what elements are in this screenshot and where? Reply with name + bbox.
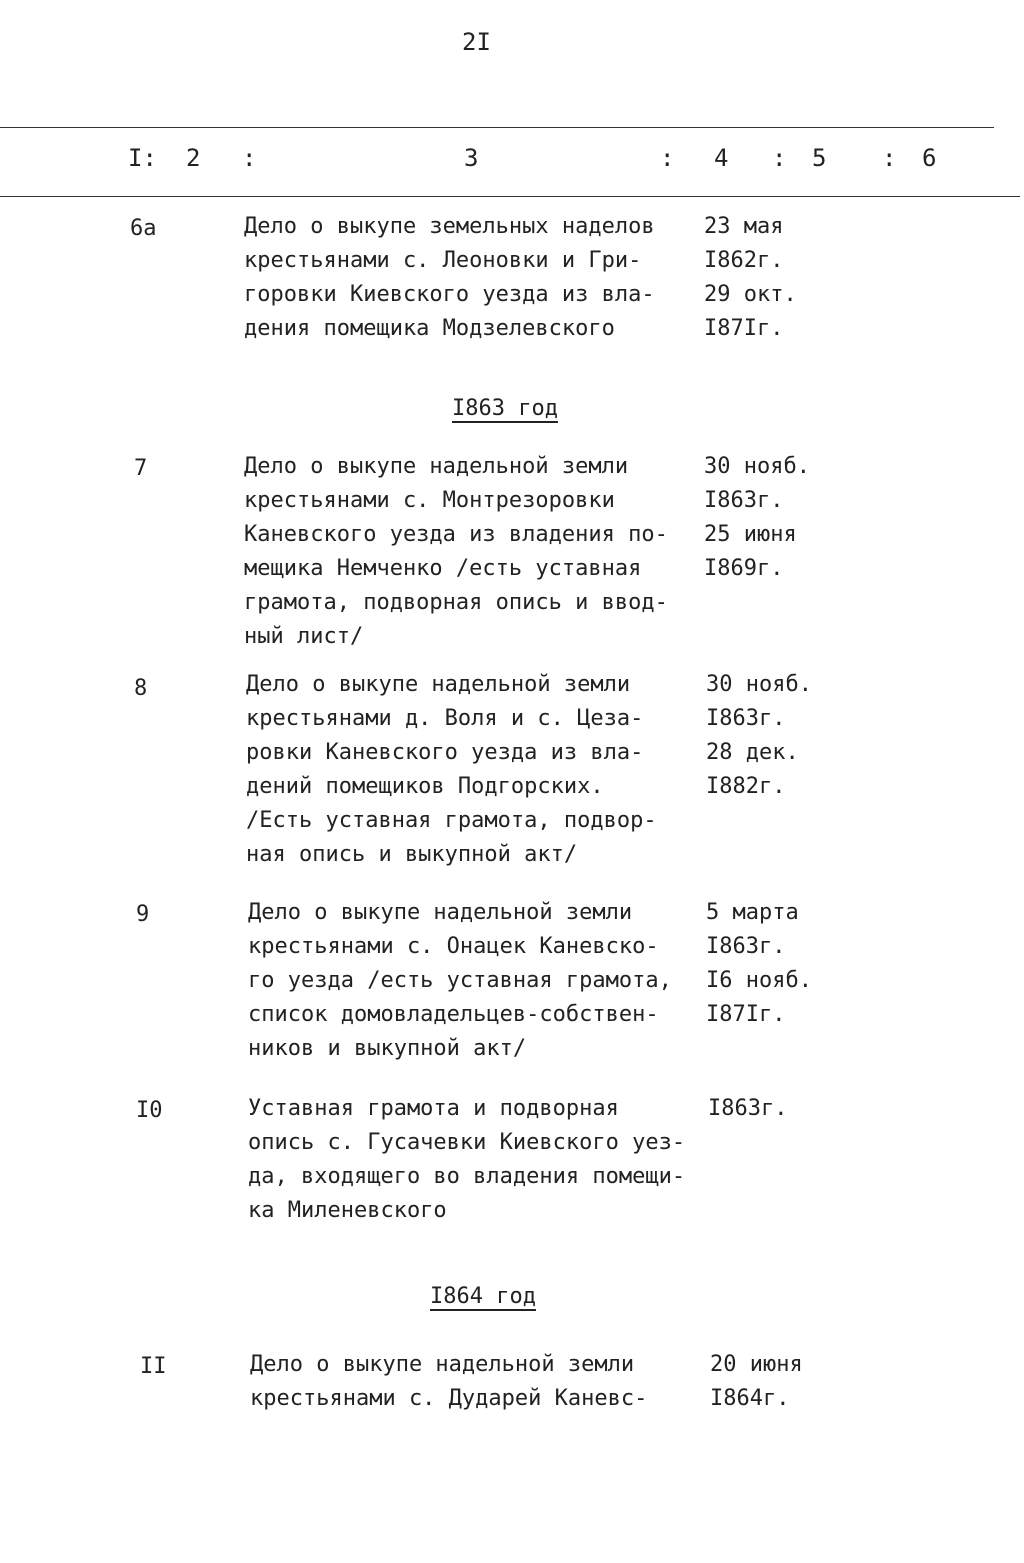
year-heading: I863 год bbox=[452, 396, 558, 421]
date-line: 28 дек. bbox=[706, 740, 799, 765]
date-line: I863г. bbox=[706, 934, 786, 959]
description-line: Дело о выкупе надельной земли bbox=[250, 1352, 635, 1377]
date-line: I6 нояб. bbox=[706, 968, 812, 993]
entry-number: 9 bbox=[136, 902, 150, 927]
entry-dates bbox=[704, 450, 844, 586]
description-line: ников и выкупной акт/ bbox=[248, 1036, 527, 1061]
description-line: крестьянами д. Воля и с. Цеза- bbox=[246, 706, 644, 731]
entry-description bbox=[244, 210, 714, 346]
description-line: Дело о выкупе надельной земли bbox=[244, 454, 629, 479]
entry-description bbox=[250, 1348, 720, 1416]
column-header-1: I: bbox=[128, 144, 157, 172]
description-line: /Есть уставная грамота, подвор- bbox=[246, 808, 657, 833]
description-line: грамота, подворная опись и ввод- bbox=[244, 590, 668, 615]
date-line: 29 окт. bbox=[704, 282, 797, 307]
column-header-5: 5 bbox=[812, 144, 827, 172]
date-line: 30 нояб. bbox=[704, 454, 810, 479]
description-line: Дело о выкупе земельных наделов bbox=[244, 214, 655, 239]
description-line: Уставная грамота и подворная bbox=[248, 1096, 619, 1121]
date-line: I862г. bbox=[704, 248, 784, 273]
entry-number: 7 bbox=[134, 456, 148, 481]
description-line: крестьянами с. Монтрезоровки bbox=[244, 488, 615, 513]
column-header-3: 3 bbox=[464, 144, 479, 172]
description-line: ная опись и выкупной акт/ bbox=[246, 842, 578, 867]
date-line: I87Iг. bbox=[706, 1002, 786, 1027]
entry-dates bbox=[706, 896, 846, 1032]
description-line: дения помещика Модзелевского bbox=[244, 316, 615, 341]
entry-number: II bbox=[140, 1354, 167, 1379]
entry-number: 8 bbox=[134, 676, 148, 701]
description-line: крестьянами с. Леоновки и Гри- bbox=[244, 248, 642, 273]
description-line: дений помещиков Подгорских. bbox=[246, 774, 604, 799]
column-separator: : bbox=[242, 144, 257, 172]
description-line: го уезда /есть уставная грамота, bbox=[248, 968, 672, 993]
entry-number: 6a bbox=[130, 216, 157, 241]
date-line: 5 марта bbox=[706, 900, 799, 925]
description-line: ка Миленевского bbox=[248, 1198, 447, 1223]
year-heading: I864 год bbox=[430, 1284, 536, 1309]
description-line: Каневского уезда из владения по- bbox=[244, 522, 668, 547]
description-line: опись с. Гусачевки Киевского уез- bbox=[248, 1130, 686, 1155]
description-line: крестьянами с. Онацек Каневско- bbox=[248, 934, 659, 959]
description-line: мещика Немченко /есть уставная bbox=[244, 556, 642, 581]
description-line: ный лист/ bbox=[244, 624, 364, 649]
description-line: крестьянами с. Дударей Каневс- bbox=[250, 1386, 648, 1411]
date-line: I869г. bbox=[704, 556, 784, 581]
entry-dates bbox=[706, 668, 846, 804]
entry-dates bbox=[710, 1348, 850, 1416]
entry-dates bbox=[708, 1092, 848, 1126]
description-line: горовки Киевского уезда из вла- bbox=[244, 282, 655, 307]
column-header-4: 4 bbox=[714, 144, 729, 172]
date-line: I864г. bbox=[710, 1386, 790, 1411]
date-line: I863г. bbox=[706, 706, 786, 731]
column-separator: : bbox=[882, 144, 897, 172]
column-header-2: 2 bbox=[186, 144, 201, 172]
entry-description bbox=[246, 668, 716, 872]
table-top-rule bbox=[0, 127, 994, 128]
entry-number: I0 bbox=[136, 1098, 163, 1123]
date-line: I87Iг. bbox=[704, 316, 784, 341]
date-line: 23 мая bbox=[704, 214, 784, 239]
table-header-rule bbox=[0, 196, 1020, 197]
date-line: I863г. bbox=[708, 1096, 788, 1121]
date-line: 20 июня bbox=[710, 1352, 803, 1377]
entry-description bbox=[248, 1092, 718, 1228]
description-line: список домовладельцев-собствен- bbox=[248, 1002, 659, 1027]
date-line: 30 нояб. bbox=[706, 672, 812, 697]
date-line: I882г. bbox=[706, 774, 786, 799]
entry-description bbox=[244, 450, 714, 654]
column-separator: : bbox=[772, 144, 787, 172]
date-line: 25 июня bbox=[704, 522, 797, 547]
column-separator: : bbox=[660, 144, 675, 172]
description-line: Дело о выкупе надельной земли bbox=[246, 672, 631, 697]
entry-description bbox=[248, 896, 718, 1066]
description-line: ровки Каневского уезда из вла- bbox=[246, 740, 644, 765]
description-line: Дело о выкупе надельной земли bbox=[248, 900, 633, 925]
page-number: 2I bbox=[462, 28, 491, 56]
description-line: да, входящего во владения помещи- bbox=[248, 1164, 686, 1189]
entry-dates bbox=[704, 210, 844, 346]
column-header-6: 6 bbox=[922, 144, 937, 172]
date-line: I863г. bbox=[704, 488, 784, 513]
